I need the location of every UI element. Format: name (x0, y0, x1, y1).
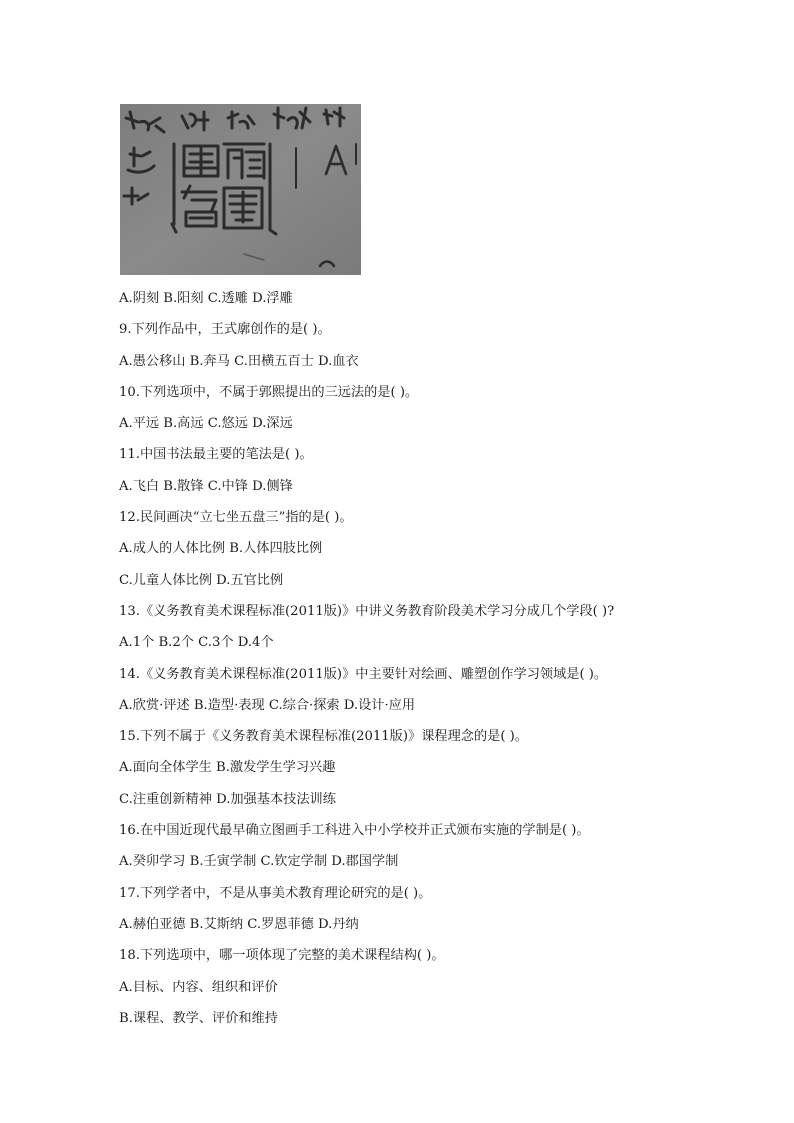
question-list (119, 289, 739, 1040)
text-line: B.课程、教学、评价和维持 (119, 1010, 278, 1026)
text-line: 11.中国书法最主要的笔法是( )。 (119, 447, 313, 463)
text-line: A.欣赏·评述 B.造型·表现 C.综合·探索 D.设计·应用 (119, 697, 416, 713)
text-line: 15.下列不属于《义务教育美术课程标准(2011版)》课程理念的是( )。 (119, 729, 528, 745)
text-line: A.飞白 B.散锋 C.中锋 D.侧锋 (119, 478, 293, 494)
text-line: 14.《义务教育美术课程标准(2011版)》中主要针对绘画、雕塑创作学习领域是( )。 (119, 666, 608, 682)
text-line: 18.下列选项中，哪一项体现了完整的美术课程结构( )。 (119, 948, 445, 964)
text-line: A.平远 B.高远 C.悠远 D.深远 (119, 416, 293, 432)
text-line: A.阴刻 B.阳刻 C.透雕 D.浮雕 (119, 291, 293, 306)
text-line: A.赫伯亚德 B.艾斯纳 C.罗恩菲德 D.丹纳 (119, 916, 359, 932)
text-line: C.注重创新精神 D.加强基本技法训练 (119, 791, 336, 807)
text-line: 17.下列学者中，不是从事美术教育理论研究的是( )。 (119, 885, 432, 901)
seal-carving-photo (120, 104, 361, 275)
text-line: 9.下列作品中，王式廓创作的是( )。 (119, 322, 331, 338)
text-line: A.癸卯学习 B.壬寅学制 C.钦定学制 D.郡国学制 (119, 854, 399, 870)
text-line: C.儿童人体比例 D.五官比例 (119, 572, 284, 588)
text-line: A.愚公移山 B.奔马 C.田横五百士 D.血衣 (119, 353, 359, 369)
text-line: 10.下列选项中，不属于郭熙提出的三远法的是( )。 (119, 384, 419, 400)
text-line: 12.民间画决“立七坐五盘三”指的是( )。 (119, 510, 353, 526)
text-line: 16.在中国近现代最早确立图画手工科进入中小学校并正式颁布实施的学制是( )。 (119, 823, 590, 839)
text-line: A.1个 B.2个 C.3个 D.4个 (119, 635, 274, 651)
text-line: 13.《义务教育美术课程标准(2011版)》中讲义务教育阶段美术学习分成几个学段( )? (119, 603, 615, 619)
text-line: A.面向全体学生 B.激发学生学习兴趣 (119, 760, 336, 776)
text-line: A.成人的人体比例 B.人体四肢比例 (119, 541, 323, 557)
text-line: A.目标、内容、组织和评价 (119, 979, 278, 995)
